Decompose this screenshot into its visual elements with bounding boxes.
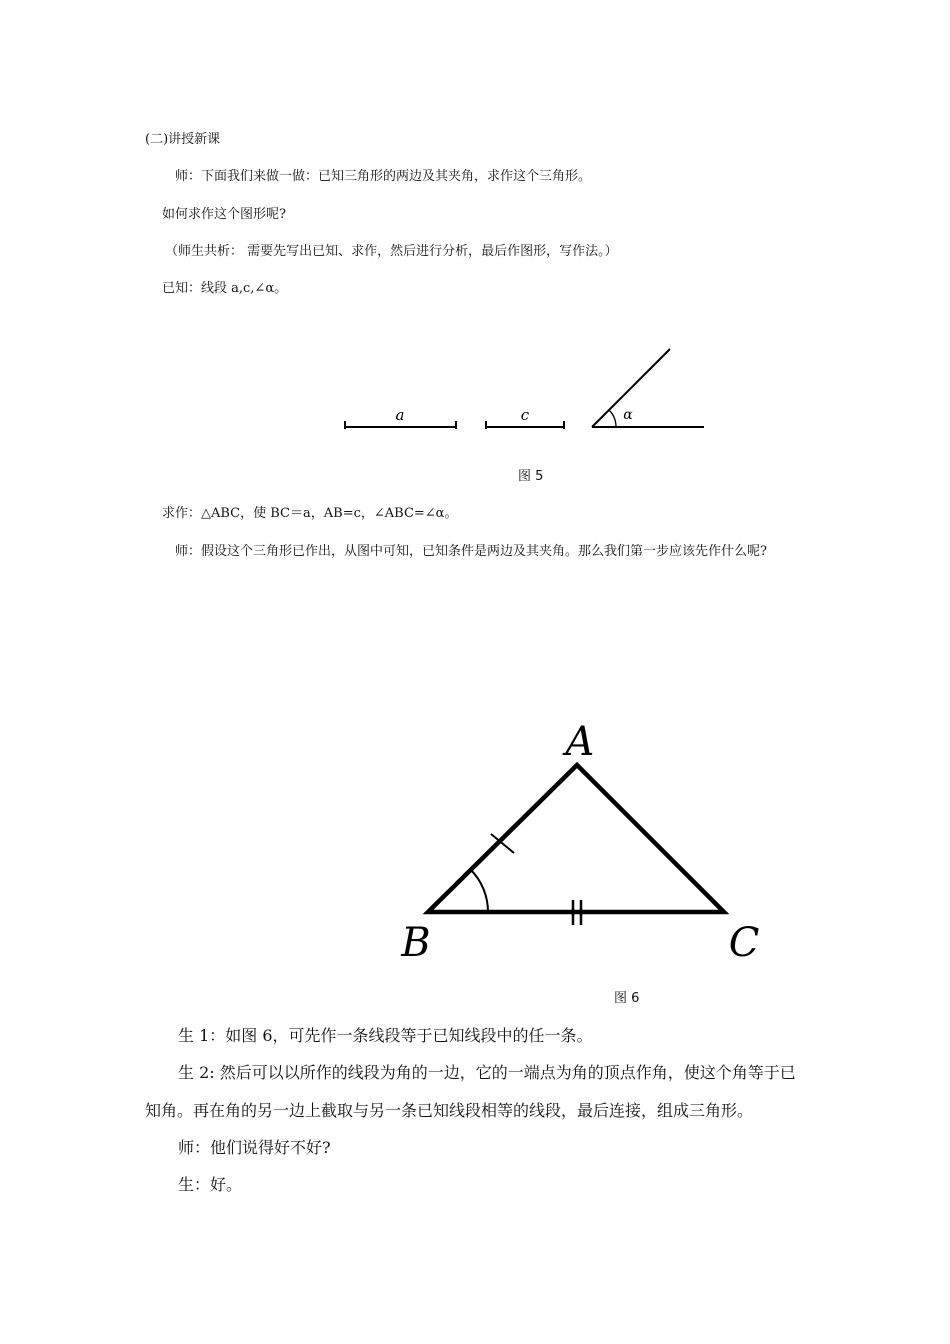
label-alpha: α (623, 407, 633, 423)
label-a: a (395, 406, 405, 424)
paragraph-student-2-line-1: 生 2: 然后可以以所作的线段为角的一边，它的一端点为角的顶点作角，使这个角等于已 (178, 1063, 796, 1082)
label-c: c (520, 406, 530, 424)
paragraph-teacher-ask: 师：他们说得好不好? (178, 1138, 331, 1157)
paragraph-student-2-line-2: 知角。再在角的另一边上截取与另一条已知线段相等的线段，最后连接，组成三角形。 (145, 1101, 754, 1120)
paragraph-question: 如何求作这个图形呢? (162, 207, 286, 222)
paragraph-student-1: 生 1：如图 6，可先作一条线段等于已知线段中的任一条。 (178, 1026, 593, 1045)
vertex-label-a: A (565, 719, 595, 765)
angle-b-arc (470, 869, 488, 912)
section-heading: (二)讲授新课 (145, 132, 221, 147)
figure-5-caption: 图 5 (518, 469, 544, 484)
paragraph-analysis: （师生共析： 需要先写出已知、求作，然后进行分析，最后作图形，写作法。） (165, 244, 618, 259)
paragraph-teacher-intro: 师：下面我们来做一做：已知三角形的两边及其夹角，求作这个三角形。 (175, 169, 592, 184)
paragraph-given: 已知：线段 a,c,∠α。 (162, 281, 288, 296)
paragraph-student-answer: 生：好。 (178, 1175, 243, 1194)
paragraph-teacher-assume: 师：假设这个三角形已作出，从图中可知，已知条件是两边及其夹角。那么我们第一步应该先作什么呢? (175, 544, 767, 559)
paragraph-construct: 求作：△ABC，使 BC＝a，AB=c，∠ABC=∠α。 (162, 506, 458, 521)
vertex-label-b: B (401, 920, 431, 966)
figure-6-caption: 图 6 (614, 991, 640, 1006)
triangle-abc (428, 765, 724, 912)
vertex-label-c: C (728, 920, 760, 966)
